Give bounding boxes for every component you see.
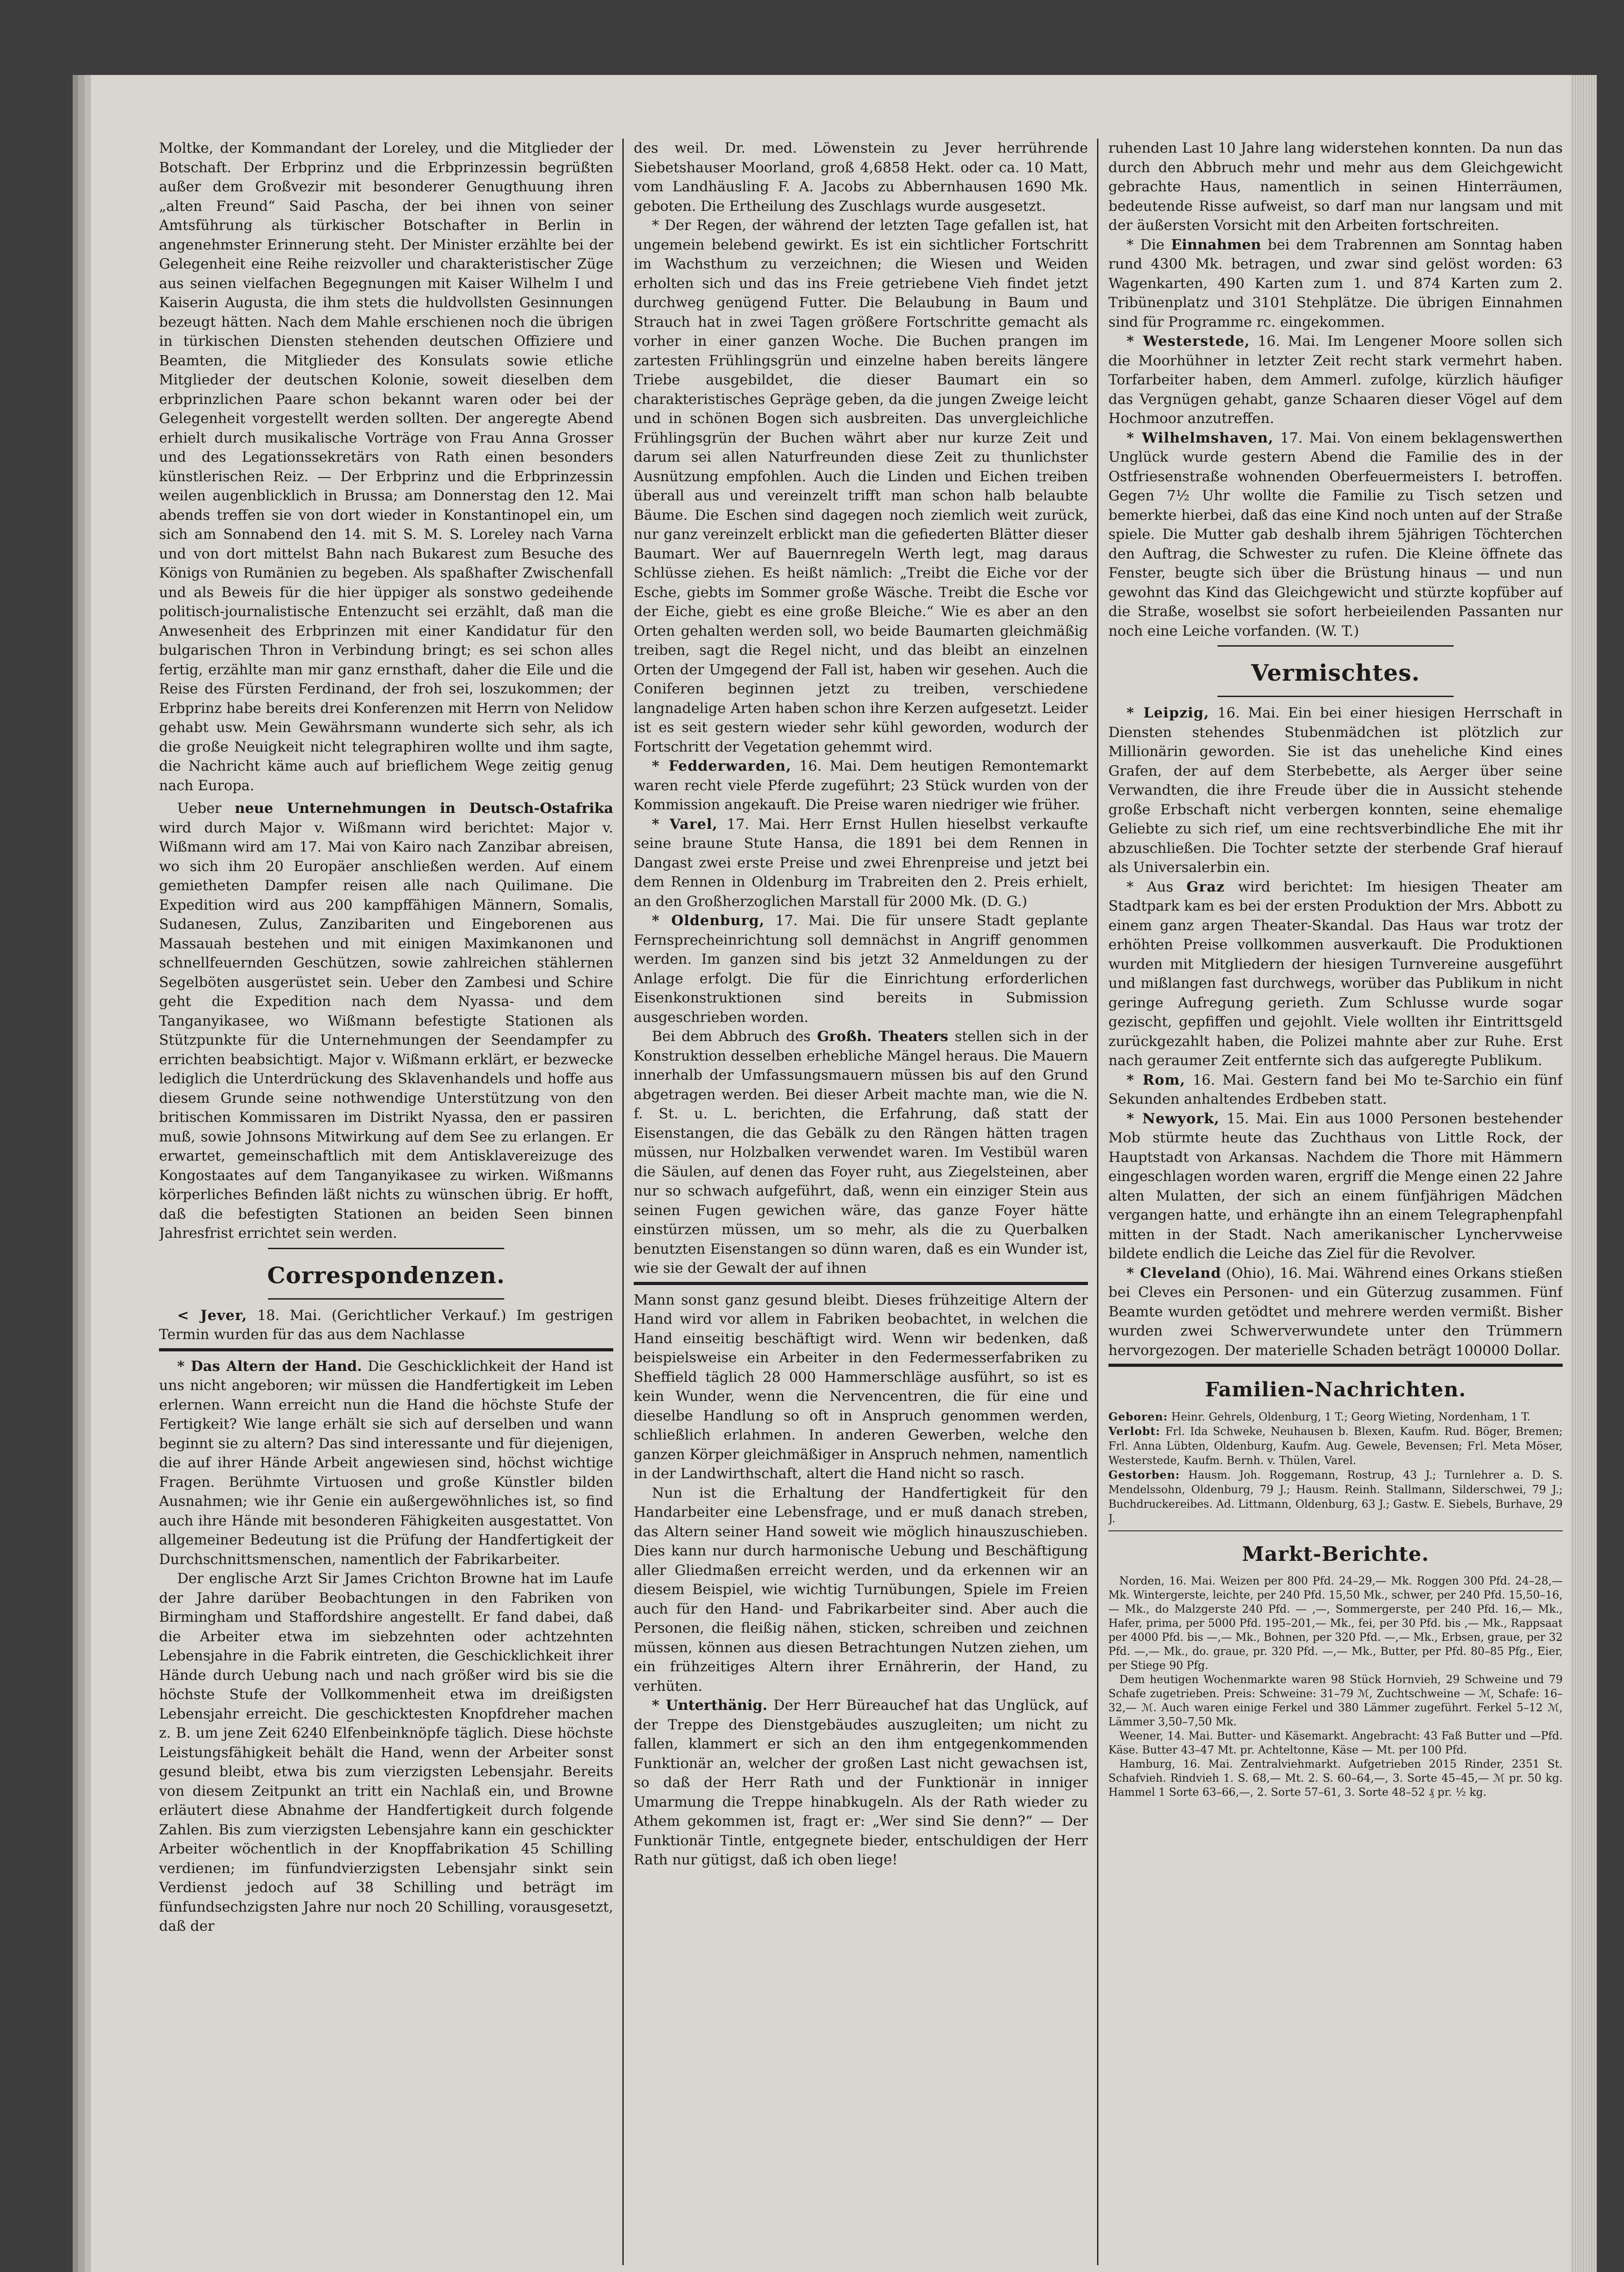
article-rom: * Rom, 16. Mai. Gestern fand bei Mo te-Sarchio ein fünf Sekunden anhaltendes Erdbeben statt.: [1108, 1071, 1563, 1107]
feuilleton-divider: [159, 1348, 613, 1351]
section-divider: [1108, 1364, 1563, 1367]
markt-wochenmarkt: Dem heutigen Wochenmarkte waren 98 Stück Hornvieh, 29 Schweine und 79 Schafe zugetrieben. Preis: Schweine: 31–79 ℳ, Zuchtschweine — ℳ, Schafe: 16–32,— ℳ. Auch waren einige Ferkel und 380 Lämmer zugeführt. Ferkel 5–12 ℳ, Lämmer 3,50–7,50 Mk.: [1108, 1673, 1563, 1728]
article-theater-cont: ruhenden Last 10 Jahre lang widerstehen konnten. Da nun das durch den Abbruch mehr und mehr aus dem Gleichgewicht gebrachte Haus, namentlich in seinen Hinterräumen, bedeutende Risse aufweist, so darf man nur langsam und mit der äußersten Vorsicht mit den Arbeiten fortschreiten.: [1108, 140, 1563, 234]
column-rule: [1097, 139, 1098, 2265]
article-erbprinz-end: Moltke, der Kommandant der Loreley, und die Mitglieder der Botschaft. Der Erbprinz und die Erbprinzessin begrüßten außer dem Großvezir mit besonderer Genugthuung ihren „alten Freund“ Said Pascha, der bei ihnen von seiner Amtsführung als türkischer Botschafter in Berlin in angenehmster Erinnerung steht. Der Minister erzählte bei der Gelegenheit eine Reihe reizvoller und charakteristischer Züge aus seinen vielfachen Begegnungen mit Kaiser Wilhelm I und Kaiserin Augusta, die ihm stets die huldvollsten Gesinnungen bezeugt hätten. Nach dem Mahle erschienen noch die übrigen in türkischen Diensten stehenden deutschen Offiziere und Beamten, die Mitglieder des Konsulats sowie etliche Mitglieder der deutschen Kolonie, soweit dieselben dem erbprinzlichen Paare schon bekannt waren oder bei der Gelegenheit vorgestellt werden sollten. Der angeregte Abend erhielt durch musikalische Vorträge von Frau Anna Grosser und des Legationssekretärs von Rath einen besonders künstlerischen Reiz. — Der Erbprinz und die Erbprinzessin weilen augenblicklich in Brussa; am Donnerstag den 12. Mai abends treffen sie von dort wieder in Konstantinopel ein, um sich am Sonnabend den 14. mit S. M. S. Loreley nach Varna und von dort mittelst Bahn nach Bukarest zum Besuche des Königs von Rumänien zu begeben. Als spaßhafter Zwischenfall und als Beweis für die hier üppiger als sonstwo gedeihende politisch-journalistische Entenzucht sei erzählt, daß man die Anwesenheit des Erbprinzen mit einer Kandidatur für den bulgarischen Thron in Verbindung bringt; es sei schon alles fertig, erzählte man mir ganz ernsthaft, daher die Eile und die Reise des Fürsten Ferdinand, der froh sei, loszukommen; der Erbprinz habe bereits drei Konferenzen mit Herrn von Nelidow gehabt usw. Mein Gewährsmann wunderte sich sehr, als ich die große Neuigkeit nicht telegraphiren wollte und ihm sagte, die Nachricht käme auch auf brieflichem Wege zeitig genug nach Europa.: [159, 140, 613, 794]
familien-list: [1108, 1410, 1563, 1526]
article-jever: < Jever, 18. Mai. (Gerichtlicher Verkauf.) Im gestrigen Termin wurden für das aus dem Nachlasse: [159, 1307, 613, 1343]
article-altern-der-hand: * Das Altern der Hand. Die Geschicklichkeit der Hand ist uns nicht angeboren; wir müssen die Handfertigkeit im Leben erlernen. Wann erreicht nun die Hand die höchste Stufe der Fertigkeit? Wie lange erhält sie sich auf derselben und wann beginnt sie zu altern? Das sind interessante und für diejenigen, die auf ihrer Hände Arbeit angewiesen sind, höchst wichtige Fragen. Berühmte Virtuosen und große Künstler bilden Ausnahmen; wie ihr Genie ein außergewöhnliches ist, so find auch ihre Hände mit besonderen Fähigkeiten ausgestattet. Von allgemeiner Bedeutung ist die Prüfung der Handfertigkeit der Durchschnittsmenschen, namentlich der Fabrikarbeiter.: [159, 1358, 613, 1568]
article-fedderwarden: * Fedderwarden, 16. Mai. Dem heutigen Remontemarkt waren recht viele Pferde zugeführt; 23 Stück wurden von der Kommission angekauft. Die Preise waren niedriger wie früher.: [634, 758, 1088, 813]
column-1: [159, 139, 613, 2272]
familien-geboren: Geboren: Heinr. Gehrels, Oldenburg, 1 T.; Georg Wieting, Nordenham, 1 T.: [1108, 1410, 1531, 1423]
article-ostafrika: Ueber neue Unternehmungen in Deutsch-Ostafrika wird durch Major v. Wißmann wird berichtet: Major v. Wißmann wird am 17. Mai von Kairo nach Zanzibar abreisen, wo sich ihm 20 Europäer anschließen werden. Auf einem gemietheten Dampfer reisen alle nach Quilimane. Die Expedition wird aus 200 kampffähigen Männern, Somalis, Sudanesen, Zulus, Zanzibariten und Eingeborenen aus Massauah bestehen und mit einigen Maximkanonen und schnellfeuernden Geschützen, sowie zahlreichen stählernen Segelböten ausgerüstet sein. Ueber den Zambesi und Schire geht die Expedition nach dem Nyassa- und dem Tanganyikasee, wo Wißmann befestigte Stationen als Stützpunkte für die Unternehmungen der Seendampfer zu errichten beabsichtigt. Major v. Wißmann erklärt, er bezwecke lediglich die Unterdrückung des Sklavenhandels und hoffe aus diesem Grunde seine nothwendige Unterstützung von den britischen Kommissaren im Distrikt Nyassa, den er passiren muß, sowie Johnsons Mitwirkung auf dem See zu erlangen. Er erwartet, gemeinschaftlich mit dem Antisklavereizuge des Kongostaates auf dem Tanganyikasee zu wirken. Wißmanns körperliches Befinden läßt nichts zu wünschen übrig. Er hofft, daß die befestigten Stationen an beiden Seen binnen Jahresfrist errichtet sein werden.: [159, 800, 613, 1241]
article-graz: * Aus Graz wird berichtet: Im hiesigen Theater am Stadtpark kam es bei der ersten Produktion der Mrs. Abbott zu einem ganz argen Theater-Skandal. Das Haus war trotz der erhöhten Preise vollkommen ausverkauft. Die Produktionen wurden mit Mitgliedern der hiesigen Turnvereine ausgeführt und mißlangen fast durchwegs, worüber das Publikum in nicht geringe Aufregung gerieth. Zum Schlusse wurde sogar gezischt, gepfiffen und gejohlt. Viele wollten ihr Eintrittsgeld zurückgezahlt haben, die Polizei mahnte aber zur Ruhe. Erst nach geraumer Zeit entfernte sich das aufgeregte Publikum.: [1108, 878, 1563, 1069]
familien-gestorben: Gestorben: Hausm. Joh. Roggemann, Rostrup, 43 J.; Turnlehrer a. D. S. Mendelssohn, Oldenburg, 79 J.; Hausm. Reinh. Stallmann, Silderschwei, 79 J.; Buchdruckereibes. Ad. Littmann, Oldenburg, 63 J.; Gastw. E. Siebels, Burhave, 29 J.: [1108, 1468, 1563, 1525]
divider: [268, 1248, 504, 1249]
column-2: [634, 139, 1088, 2272]
section-heading-markt: Markt-Berichte.: [1242, 1543, 1429, 1566]
article-einnahmen: * Die Einnahmen bei dem Trabrennen am Sonntag haben rund 4300 Mk. betragen, und zwar sind gelöst worden: 63 Wagenkarten, 490 Karten zum 1. und 874 Karten zum 2. Tribünenplatz und 3101 Stehplätze. Die übrigen Einnahmen sind für Programme rc. eingekommen.: [1108, 236, 1563, 330]
column-rule: [622, 139, 624, 2265]
markt-norden: Norden, 16. Mai. Weizen per 800 Pfd. 24–29,— Mk. Roggen 300 Pfd. 24–28,— Mk. Wintergerste, leichte, per 240 Pfd. 15,50 Mk., schwer, per 240 Pfd. 15,50–16,— Mk., do Malzgerste 240 Pfd. — ,—, Sommergerste, per 240 Pfd. 16,— Mk., Hafer, prima, per 5000 Pfd. 195–201,— Mk., fei, per 30 Pfd. bis ,— Mk., Rappsaat per 4000 Pfd. bis —,— Mk., Bohnen, per 320 Pfd. —,— Mk., Erbsen, graue, per 32 Pfd. —,— Mk., do. graue, pr. 320 Pfd. —,— Mk., Butter, per Pfd. 80–85 Pfg., Eier, per Stiege 90 Pfg.: [1108, 1574, 1563, 1672]
unterthaenig-heading: * Unterthänig.: [652, 1697, 768, 1714]
article-newyork: * Newyork, 15. Mai. Ein aus 1000 Personen bestehender Mob stürmte heute das Zuchthaus von Little Rock, der Hauptstadt von Arkansas. Nachdem die Thore mit Hämmern eingeschlagen worden waren, ergriff die Menge einen 22 Jahre alten Mulatten, der sich an einem fünfjährigen Mädchen vergangen hatte, und erhängte ihn an einem Telegraphenpfahl mitten in der Stadt. Nach amerikanischer Lynchervweise bildete endlich die Leiche das Ziel für die Revolver.: [1108, 1110, 1563, 1262]
divider: [1217, 645, 1454, 647]
article-regen: * Der Regen, der während der letzten Tage gefallen ist, hat ungemein belebend gewirkt. Es ist ein sichtlicher Fortschritt im Wachsthum zu verzeichnen; die Wiesen und Weiden erholten sich und das ins Freie getriebene Vieh findet jetzt durchweg genügend Futter. Die Belaubung in Baum und Strauch hat in zwei Tagen größere Fortschritte gemacht als vorher in einer ganzen Woche. Die Buchen prangen im zartesten Frühlingsgrün und einzelne haben bereits längere Triebe ausgebildet, die dieser Baumart ein so charakteristisches Gepräge geben, da die jungen Zweige leicht und in schönen Bogen sich ausbreiten. Das unvergleichliche Frühlingsgrün der Buchen währt aber nur kurze Zeit und darum sei allen Naturfreunden diese Zeit zu thunlichster Ausnützung empfohlen. Auch die Linden und Eichen treiben überall aus und vereinzelt trifft man schon halb belaubte Bäume. Die Eschen sind dagegen noch ziemlich weit zurück, nur ganz vereinzelt erblickt man die gefiederten Blätter dieser Baumart. Wer auf Bauernregeln Werth legt, mag daraus Schlüsse ziehen. Es heißt nämlich: „Treibt die Eiche vor der Esche, giebts im Sommer große Wäsche. Treibt die Esche vor der Eiche, giebt es eine große Bleiche.“ Wie es aber an den Orten gehalten werden soll, wo beide Baumarten gleichmäßig treiben, sagt die Regel nicht, und das bleibt an einzelnen Orten der Umgegend der Fall ist, haben wir gesehen. Auch die Coniferen beginnen jetzt zu treiben, verschiedene langnadelige Arten haben schon ihre Kerzen aufgesetzt. Leider ist es seit gestern wieder sehr kühl geworden, wodurch der Fortschritt der Vegetation gehemmt wird.: [634, 217, 1088, 755]
divider: [268, 1298, 504, 1300]
article-wilhelmshaven: * Wilhelmshaven, 17. Mai. Von einem beklagenswerthen Unglück wurde gestern Abend die Familie des in der Ostfriesenstraße wohnenden Oberfeuermeisters I. betroffen. Gegen 7½ Uhr wollte die Familie zu Tisch setzen und bemerkte hierbei, daß das eine Kind noch unten auf der Straße spiele. Die Mutter gab deshalb ihrem 5jährigen Töchterchen den Auftrag, die Schwester zu rufen. Die Kleine öffnete das Fenster, beugte sich über die Brüstung hinaus — und nun gewohnt das Kind das Gleichgewicht und stürzte kopfüber auf die Straße, woselbst sie sofort herbeieilenden Passanten nur noch eine Leiche vorfanden. (W. T.): [1108, 429, 1563, 639]
markt-weener: Weener, 14. Mai. Butter- und Käsemarkt. Angebracht: 43 Faß Butter und —Pfd. Käse. Butter 43–47 Mt. pr. Achteltonne, Käse — Mt. per 100 Pfd.: [1108, 1729, 1563, 1756]
newspaper-page: [91, 75, 1597, 2272]
markt-list: [1108, 1574, 1563, 1799]
article-theater: Bei dem Abbruch des Großh. Theaters stellen sich in der Konstruktion desselben erhebliche Mängel heraus. Die Mauern innerhalb der Umfassungsmauern müssen bis auf den Grund abgetragen werden. Bei dieser Arbeit machte man, wie die N. f. St. u. L. berichten, die Erfahrung, daß statt der Eisenstangen, die das Gebälk zu den Rängen hätten tragen müssen, nur Holzbalken verwendet waren. Im Vestibül waren die Säulen, auf denen das Foyer ruht, aus Ziegelsteinen, aber nur so schwach aufgeführt, daß, wenn ein einziger Stein aus seinen Fugen gewichen wäre, das ganze Foyer hätte einstürzen müssen, um so mehr, als die zu Querbalken benutzten Eisenstangen so dünn waren, daß es ein Wunder ist, wie sie der Gewalt der auf ihnen: [634, 1028, 1088, 1276]
markt-hamburg: Hamburg, 16. Mai. Zentralviehmarkt. Aufgetrieben 2015 Rinder, 2351 St. Schafvieh. Rindvieh 1. S. 68,— Mt. 2. S. 60–64,—, 3. Sorte 45–45,— ℳ pr. 50 kg. Hammel 1 Sorte 63–66,—, 2. Sorte 57–61, 3. Sorte 48–52 ₰ pr. ½ kg.: [1108, 1758, 1563, 1799]
article-oldenburg: * Oldenburg, 17. Mai. Die für unsere Stadt geplante Fernsprecheinrichtung soll demnächst in Angriff genommen werden. Im ganzen sind bis jetzt 32 Anmeldungen zu der Anlage erfolgt. Die für die Einrichtung erforderlichen Eisenkonstruktionen sind bereits in Submission ausgeschrieben worden.: [634, 912, 1088, 1026]
divider: [1217, 696, 1454, 697]
section-heading-correspondenzen: Correspondenzen.: [267, 1261, 505, 1289]
familien-verlobt: Verlobt: Frl. Ida Schweke, Neuhausen b. Blexen, Kaufm. Rud. Böger, Bremen; Frl. Anna Lübten, Oldenburg, Kaufm. Aug. Gewele, Bevensen; Frl. Meta Möser, Westerstede, Kaufm. Bernh. v. Thülen, Varel.: [1108, 1425, 1563, 1467]
section-heading-familien: Familien-Nachrichten.: [1205, 1378, 1466, 1401]
divider: [1108, 1530, 1563, 1531]
article-altern-cont: Mann sonst ganz gesund bleibt. Dieses frühzeitige Altern der Hand wird vor allem in Fabriken beobachtet, in welchen die Hand einseitig beschäftigt wird. Wenn wir bedenken, daß beispielsweise ein Arbeiter in den Federmesserfabriken zu Sheffield täglich 28 000 Hammerschläge ausführt, so ist es kein Wunder, wenn die Nervencentren, die für eine und dieselbe Handlung so oft in Anspruch genommen werden, schließlich erlahmen. In anderen Gewerben, welche den ganzen Körper gleichmäßiger in Anspruch nehmen, namentlich in der Landwirthschaft, altert die Hand nicht so rasch.: [634, 1291, 1088, 1482]
article-leipzig: * Leipzig, 16. Mai. Ein bei einer hiesigen Herrschaft in Diensten stehendes Stubenmädchen ist plötzlich zur Millionärin geworden. Sie ist das uneheliche Kind eines Grafen, der auf dem Sterbebette, als Aerger über seine Verwandten, die ihre Freude über die in Aussicht stehende große Erbschaft nicht verbergen konnten, seine ehemalige Geliebte zu sich rief, um eine rechtsverbindliche Ehe mit ihr abzuschließen. Die Tochter setzte der sterbende Graf hierauf als Universalerbin ein.: [1108, 705, 1563, 876]
feuilleton-divider: [634, 1282, 1088, 1285]
article-varel: * Varel, 17. Mai. Herr Ernst Hullen hieselbst verkaufte seine braune Stute Hansa, die 1891 bei dem Rennen in Dangast zwei erste Preise und zwei Ehrenpreise und jetzt bei dem Rennen in Oldenburg im Trabreiten den 2. Preis erhielt, an den Großherzoglichen Marstall für 2000 Mk. (D. G.): [634, 816, 1088, 910]
column-3: [1108, 139, 1563, 2272]
ostafrika-heading: neue Unternehmungen in Deutsch-Ostafrika: [234, 800, 613, 817]
altern-heading: * Das Altern der Hand.: [177, 1358, 362, 1375]
article-cleveland: * Cleveland (Ohio), 16. Mai. Während eines Orkans stießen bei Cleves ein Personen- und ein Güterzug zusammen. Fünf Beamte wurden getödtet und mehrere werden vermißt. Bisher wurden zwei Schwerverwundete unter den Trümmern hervorgezogen. Der materielle Schaden beträgt 100000 Dollar.: [1108, 1265, 1563, 1359]
article-westerstede: * Westerstede, 16. Mai. Im Lengener Moore sollen sich die Moorhühner in letzter Zeit recht stark vermehrt haben. Torfarbeiter haben, dem Ammerl. zufolge, kürzlich häufiger das Vergnügen gehabt, ganze Schaaren dieser Vögel auf dem Hochmoor anzutreffen.: [1108, 333, 1563, 427]
article-altern-paragraph: Der englische Arzt Sir James Crichton Browne hat im Laufe der Jahre darüber Beobachtungen in den Fabriken von Birmingham und Staffordshire angestellt. Er fand dabei, daß die Arbeiter etwa im siebzehnten oder achtzehnten Lebensjahre in die Fabrik eintreten, die Geschicklichkeit ihrer Hände durch Uebung nach und nach größer wird bis sie die höchste Stufe der Vollkommenheit etwa im dreißigsten Lebensjahr erreicht. Die geschicktesten Knopfdreher machen z. B. um jene Zeit 6240 Elfenbeinknöpfe täglich. Diese höchste Leistungsfähigkeit behält die Hand, wenn der Arbeiter sonst gesund bleibt, etwa bis zum vierzigsten Lebensjahr. Bereits von diesem Zeitpunkt an tritt ein Nachlaß ein, und Browne erläutert diese Abnahme der Handfertigkeit durch folgende Zahlen. Bis zum vierzigsten Lebensjahre kann ein geschickter Arbeiter wöchentlich in der Knopffabrikation 45 Schilling verdienen; im fünfundvierzigsten Lebensjahr sinkt sein Verdienst jedoch auf 38 Schilling und beträgt im fünfundsechzigsten Jahre nur noch 20 Schilling, vorausgesetzt, daß der: [159, 1570, 613, 1934]
article-unterthaenig: * Unterthänig. Der Herr Büreauchef hat das Unglück, auf der Treppe des Dienstgebäudes auszugleiten; um nicht zu fallen, klammert er sich an den ihm entgegenkommenden Funktionär an, welcher der großen Last nicht gewachsen ist, so daß der Herr Rath und der Funktionär in inniger Umarmung die Treppe hinabkugeln. Als der Rath wieder zu Athem gekommen ist, fragt er: „Wer sind Sie denn?“ — Der Funktionär Tintle, entgegnete bieder, entschuldigen der Herr Rath nur gütigst, daß ich oben liege!: [634, 1697, 1088, 1868]
section-heading-vermischtes: Vermischtes.: [1251, 659, 1420, 686]
article-jever-cont: des weil. Dr. med. Löwenstein zu Jever herrührende Siebetshauser Moorland, groß 4,6858 Hekt. oder ca. 10 Matt, vom Landhäusling F. A. Jacobs zu Abbernhausen 1690 Mk. geboten. Die Ertheilung des Zuschlags wurde ausgesetzt.: [634, 140, 1088, 214]
article-altern-end: Nun ist die Erhaltung der Handfertigkeit für den Handarbeiter eine Lebensfrage, und er muß danach streben, das Altern seiner Hand soweit wie möglich hinauszuschieben. Dies kann nur durch harmonische Uebung und Beschäftigung aller Gliedmaßen erreicht werden, und da erkennen wir an diesem Beispiel, wie wichtig Turnübungen, Spiele im Freien auch für den Hand- und Fabrikarbeiter sind. Aber auch die Personen, die fleißig nähen, sticken, schreiben und zeichnen müssen, können aus diesen Betrachtungen Nutzen ziehen, um ein frühzeitiges Altern ihrer Ernährerin, der Hand, zu verhüten.: [634, 1485, 1088, 1694]
page-edge: [1570, 75, 1597, 2272]
